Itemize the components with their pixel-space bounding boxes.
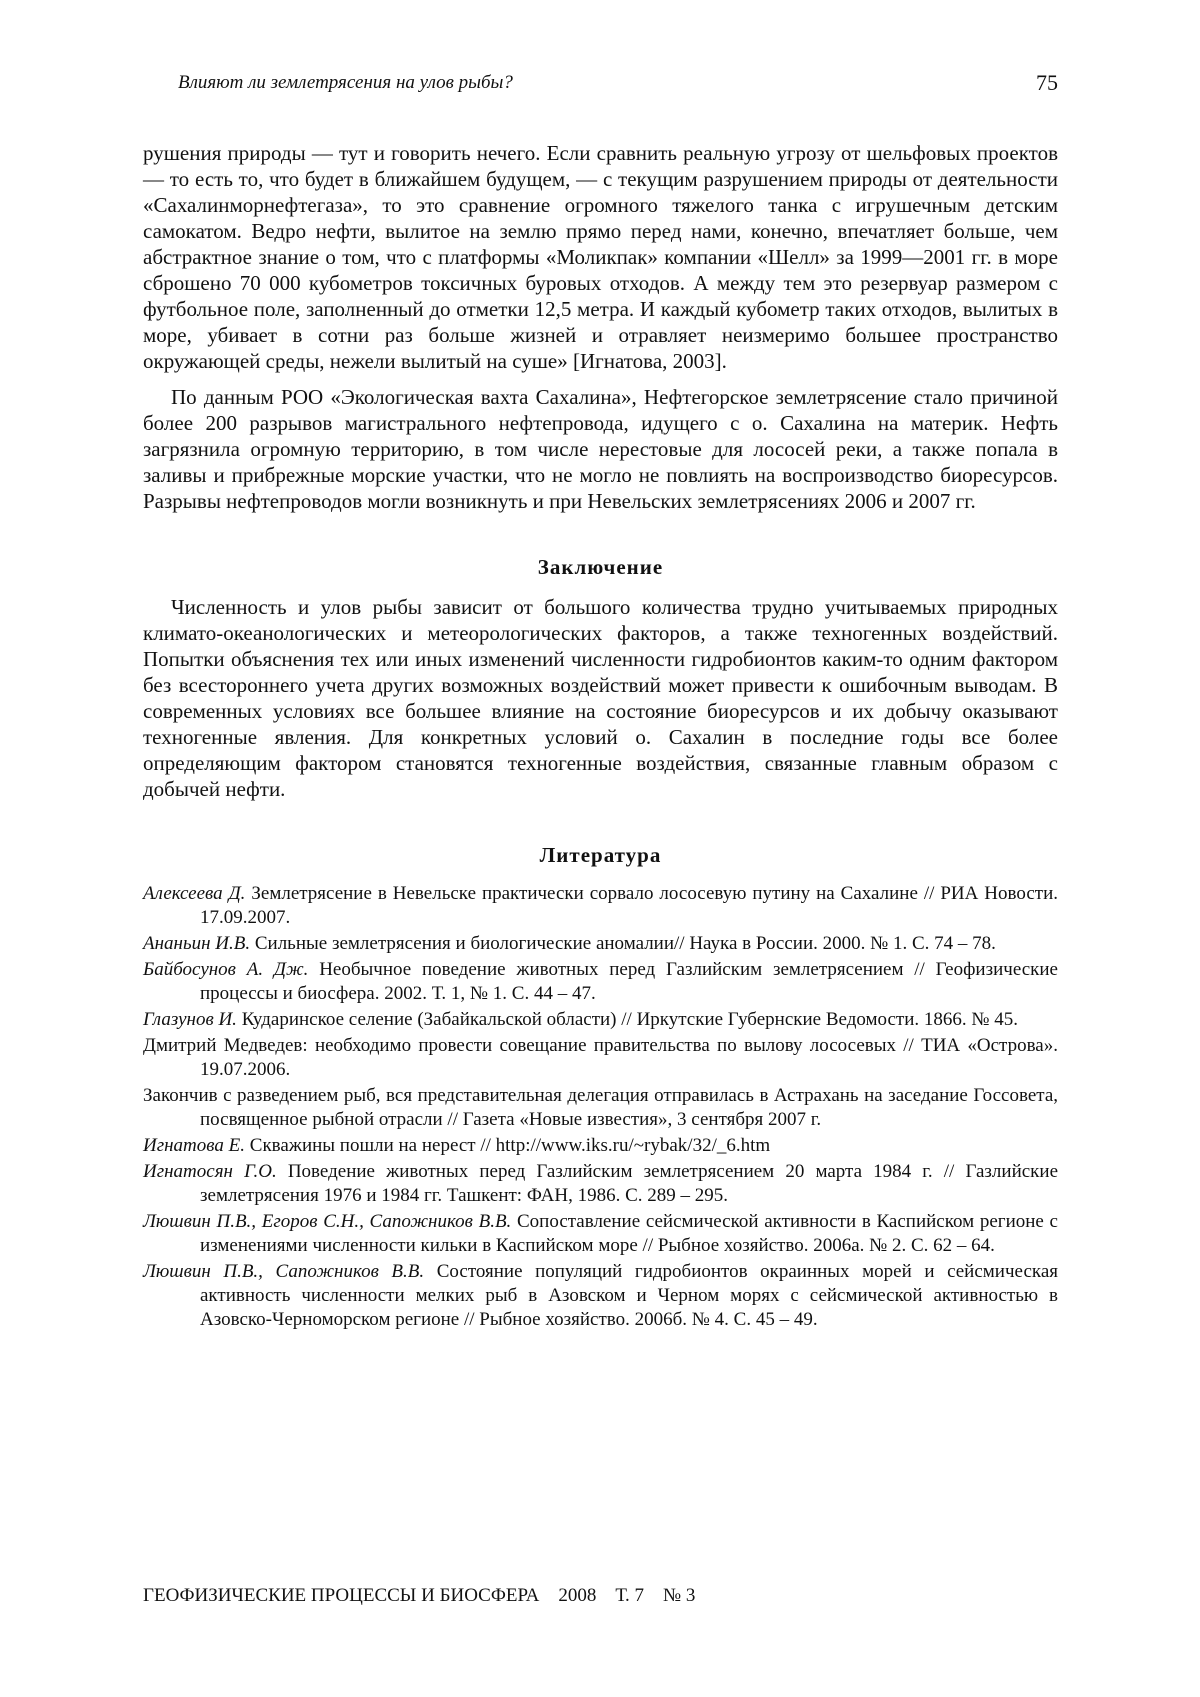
conclusion-paragraph: Численность и улов рыбы зависит от большого количества трудно учитываемых природных климато-океанологических и метеорологических факторов, а также техногенных воздействий. Попытки объяснения тех или иных изменений численности гидробионтов каким-то одним фактором без всестороннего учета других возможных воздействий может привести к ошибочным выводам. В современных условиях все большее влияние на состояние биоресурсов и их добычу оказывают техногенные явления. Для конкретных условий о. Сахалин в последние годы все более определяющим фактором становятся техногенные воздействия, связанные главным образом с добычей нефти. (143, 595, 1058, 801)
reference-text: Сопоставление сейсмической активности в Каспийском регионе с изменениями численности кильки в Каспийском море // Рыбное хозяйство. 2006а. № 2. С. 62 – 64. (200, 1211, 1058, 1256)
reference-text: Поведение животных перед Газлийским землетрясением 20 марта 1984 г. // Газлийские землетрясения 1976 и 1984 гг. Ташкент: ФАН, 1986. С. 289 – 295. (200, 1161, 1058, 1206)
reference-text: Дмитрий Медведев: необходимо провести совещание правительства по вылову лососевых // ТИА «Острова». 19.07.2006. (143, 1035, 1058, 1080)
reference-text: Необычное поведение животных перед Газлийским землетрясением // Геофизические процессы и биосфера. 2002. Т. 1, № 1. С. 44 – 47. (200, 959, 1058, 1004)
reference-author: Люшвин П.В., Егоров С.Н., Сапожников В.В. (143, 1211, 512, 1232)
reference-text: Кударинское селение (Забайкальской области) // Иркутские Губернские Ведомости. 1866. № 45. (236, 1009, 1019, 1030)
main-text (143, 140, 1058, 1334)
reference-item (143, 1210, 1058, 1258)
reference-item (143, 1034, 1058, 1082)
reference-item (143, 1134, 1058, 1158)
reference-author: Ананьин И.В. (143, 933, 251, 954)
reference-item (143, 1160, 1058, 1208)
paragraph: По данным РОО «Экологическая вахта Сахалина», Нефтегорское землетрясение стало причиной более 200 разрывов магистрального нефтепровода, идущего с о. Сахалина на материк. Нефть загрязнила огромную территорию, в том числе нерестовые для лососей реки, а также попала в заливы и прибрежные морские участки, что не могло не повлиять на воспроизводство биоресурсов. Разрывы нефтепроводов могли возникнуть и при Невельских землетрясениях 2006 и 2007 гг. (143, 385, 1058, 513)
page-number: 75 (1036, 70, 1058, 95)
conclusion-heading: Заключение (537, 555, 664, 579)
reference-item (143, 1084, 1058, 1132)
reference-text: Сильные землетрясения и биологические аномалии// Наука в России. 2000. № 1. С. 74 – 78. (250, 933, 996, 954)
reference-author: Игнатова Е. (143, 1135, 246, 1156)
reference-text: Скважины пошли на нерест // http://www.iks.ru/~rybak/32/_6.htm (245, 1135, 771, 1156)
reference-list (143, 882, 1058, 1332)
reference-author: Люшвин П.В., Сапожников В.В. (143, 1261, 425, 1282)
references-heading: Литература (539, 843, 662, 867)
reference-text: Состояние популяций гидробионтов окраинных морей и сейсмическая активность численности мелких рыб в Азовском и Черном морях с сейсмической активностью в Азовско-Черноморском регионе // Рыбное хозяйство. 2006б. № 4. С. 45 – 49. (200, 1261, 1058, 1330)
paragraph: рушения природы — тут и говорить нечего. Если сравнить реальную угрозу от шельфовых проектов — то есть то, что будет в ближайшем будущем, — с текущим разрушением природы от деятельности «Сахалинморнефтегаза», то это сравнение огромного тяжелого танка с игрушечным детским самокатом. Ведро нефти, вылитое на землю прямо перед нами, конечно, впечатляет больше, чем абстрактное знание о том, что с платформы «Моликпак» компании «Шелл» за 1999—2001 гг. в море сброшено 70 000 кубометров токсичных буровых отходов. А между тем это резервуар размером с футбольное поле, заполненный до отметки 12,5 метра. И каждый кубометр таких отходов, вылитых в море, убивает в сотни раз больше жизней и отравляет неизмеримо большее пространство окружающей среды, нежели вылитый на суше» [Игнатова, 2003]. (143, 141, 1058, 373)
reference-item (143, 1260, 1058, 1332)
reference-item (143, 882, 1058, 930)
reference-item (143, 932, 1058, 956)
reference-text: Землетрясение в Невельске практически сорвало лососевую путину на Сахалине // РИА Новости. 17.09.2007. (200, 883, 1058, 928)
reference-text: Закончив с разведением рыб, вся представительная делегация отправилась в Астрахань на заседание Госсовета, посвященное рыбной отрасли // Газета «Новые известия», 3 сентября 2007 г. (143, 1085, 1058, 1130)
reference-item (143, 958, 1058, 1006)
reference-author: Байбосунов А. Дж. (143, 959, 309, 980)
reference-author: Алексеева Д. (143, 883, 246, 904)
reference-item (143, 1008, 1058, 1032)
running-title: Влияют ли землетрясения на улов рыбы? (178, 72, 513, 93)
reference-author: Глазунов И. (143, 1009, 237, 1030)
reference-author: Игнатосян Г.О. (143, 1161, 277, 1182)
journal-footer: ГЕОФИЗИЧЕСКИЕ ПРОЦЕССЫ И БИОСФЕРА 2008 Т. 7 № 3 (143, 1585, 696, 1606)
